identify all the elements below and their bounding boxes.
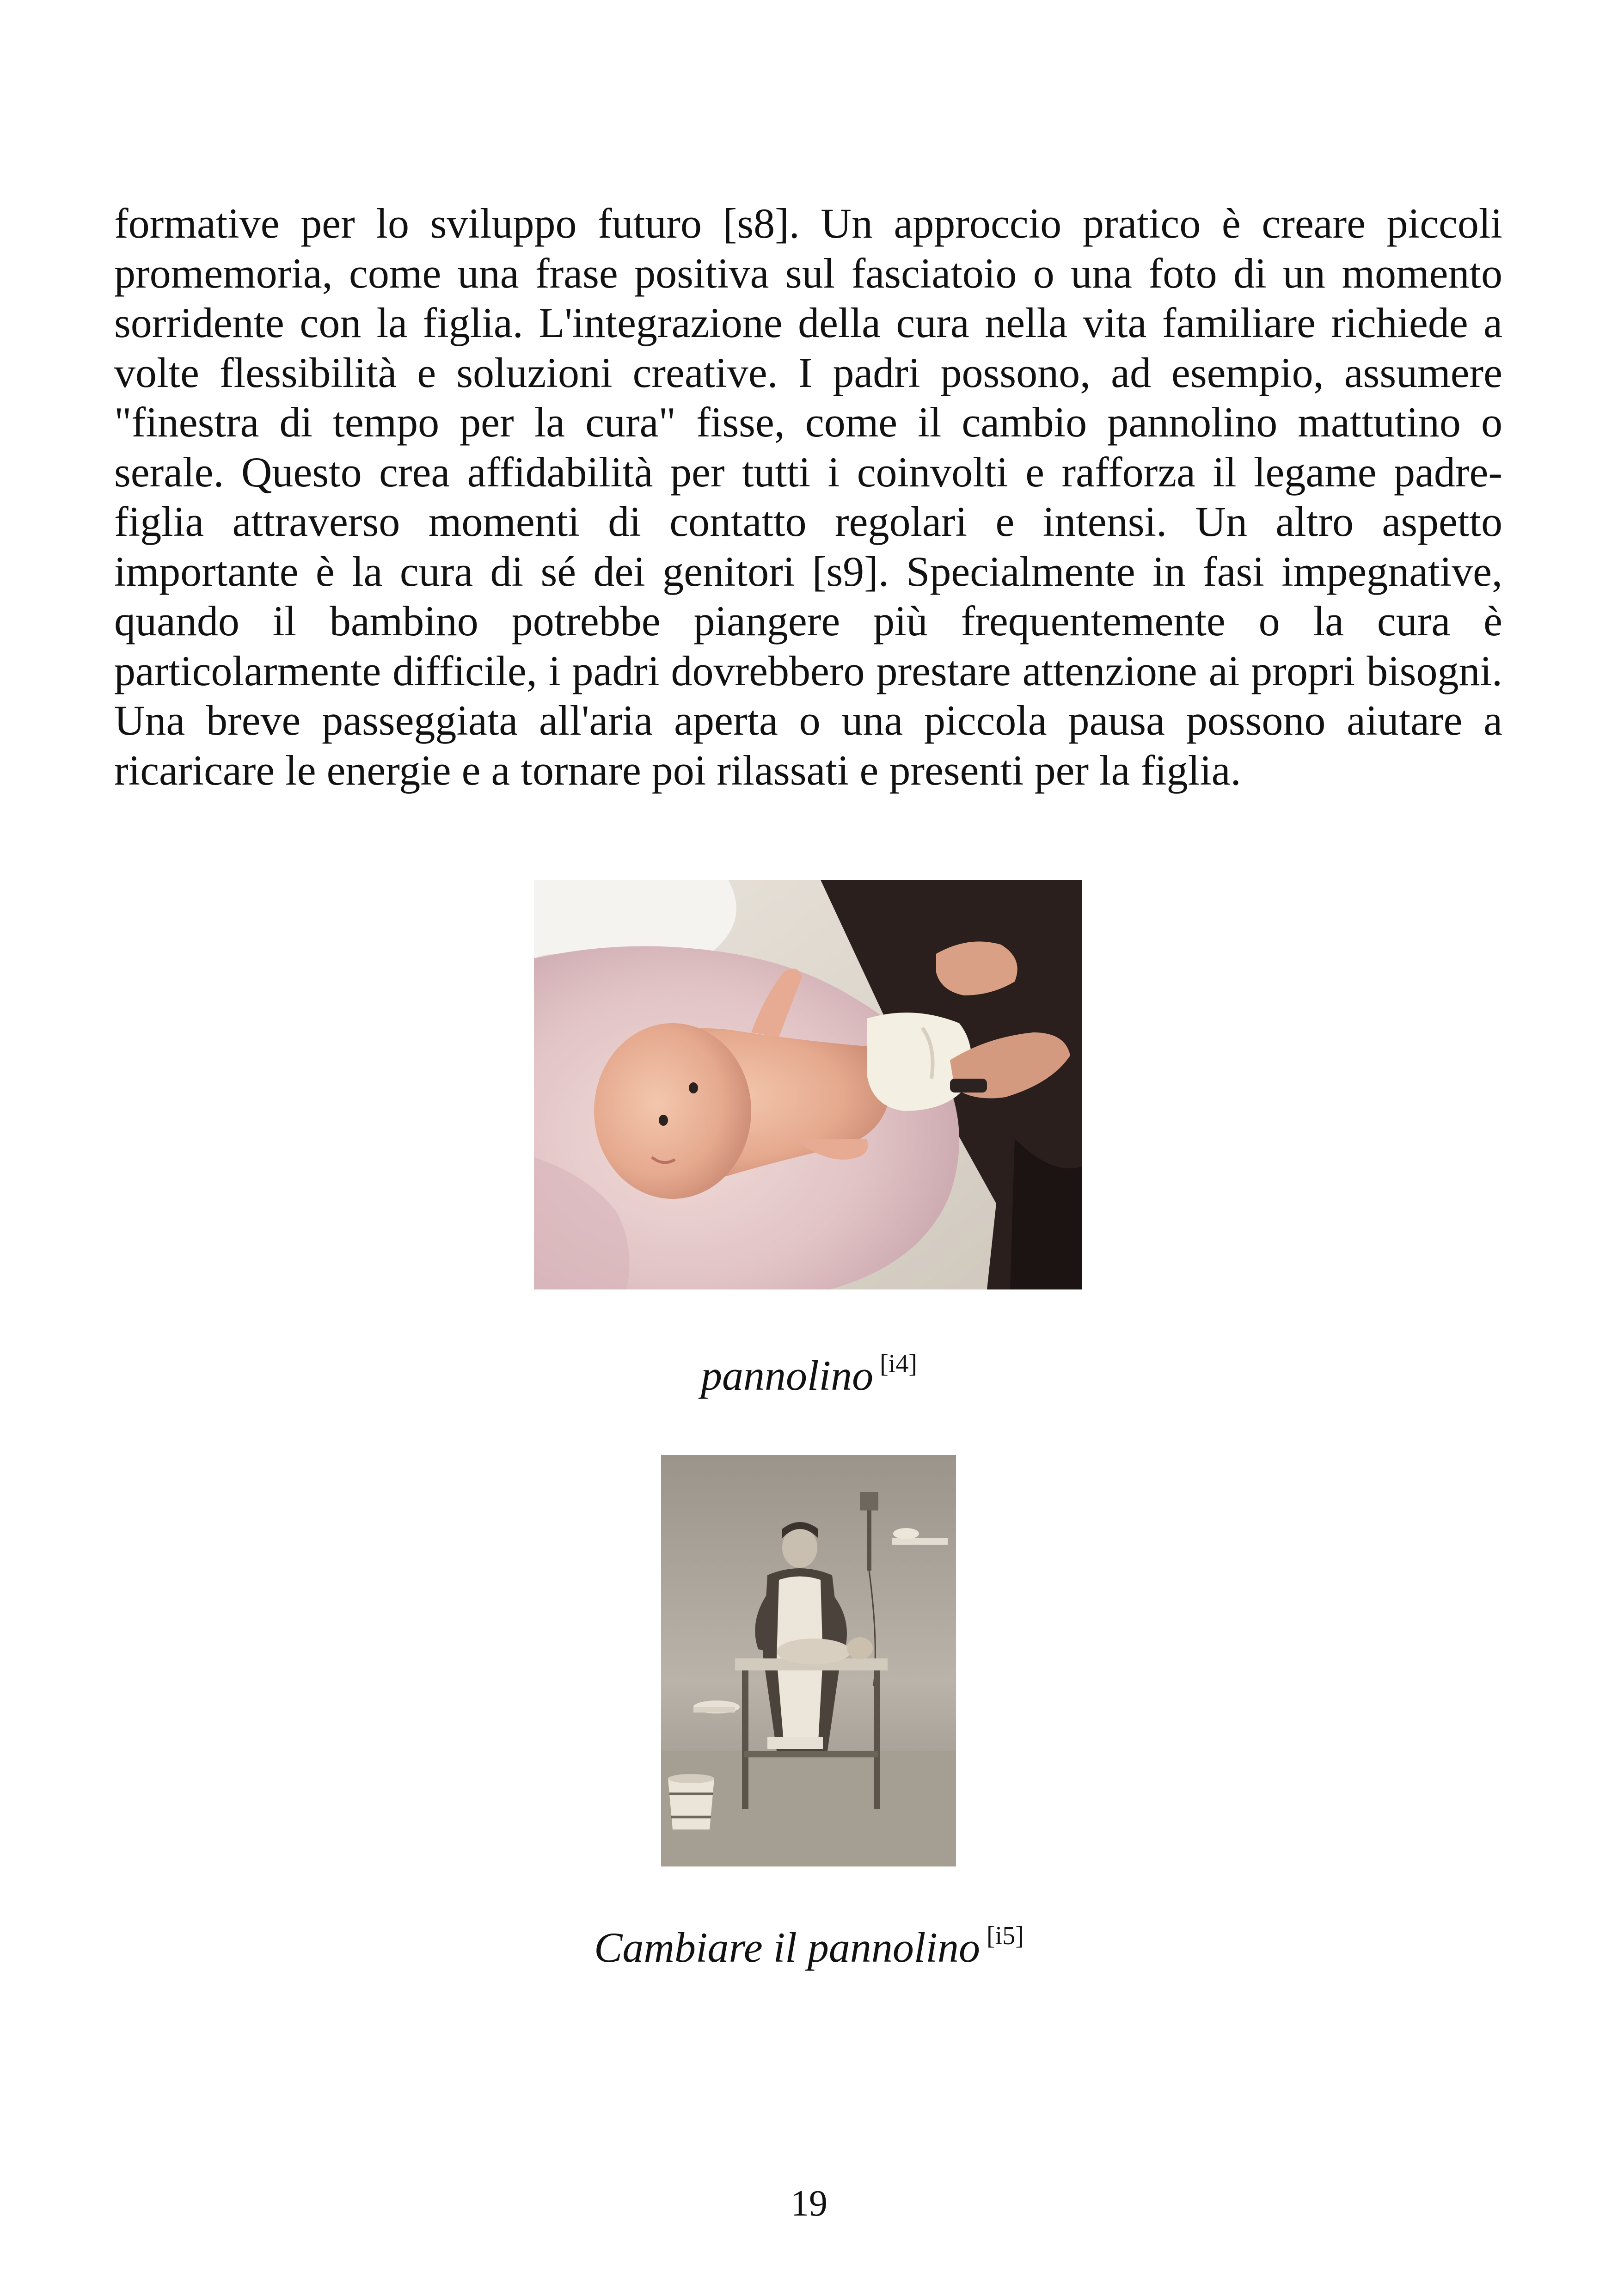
page-number: 19 (791, 2183, 827, 2224)
figure-caption-2 (0, 1910, 1618, 1973)
caption-reference: [i5] (986, 1922, 1024, 1950)
vintage-nurse-photo (661, 1455, 956, 1866)
figure-caption-1 (0, 1338, 1618, 1401)
caption-reference: [i4] (880, 1350, 917, 1378)
caption-text: pannolino (701, 1352, 874, 1399)
body-paragraph: formative per lo sviluppo futuro [s8]. Un approccio pratico è creare piccoli promemoria, come una frase positiva sul fasciatoio o una foto di un momento sorridente con la figlia. L'integrazione della cura nella vita familiare richiede a volte flessibilità e soluzioni creative. I padri possono, ad esempio, assumere "finestra di tempo per la cura" fisse, come il cambio pannolino mattutino o serale. Questo crea affidabilità per tutti i coinvolti e rafforza il legame padre-figlia attraverso momenti di contatto regolari e intensi. Un altro aspetto importante è la cura di sé dei genitori [s9]. Specialmente in fasi impegnative, quando il bambino potrebbe piangere più frequentemente o la cura è particolarmente difficile, i padri dovrebbero prestare attenzione ai propri bisogni. Una breve passeggiata all'aria aperta o una piccola pausa possono aiutare a ricaricare le energie e a tornare poi rilassati e presenti per la figlia. (114, 200, 1502, 794)
baby-diaper-photo (534, 880, 1082, 1289)
caption-text: Cambiare il pannolino (594, 1924, 980, 1971)
